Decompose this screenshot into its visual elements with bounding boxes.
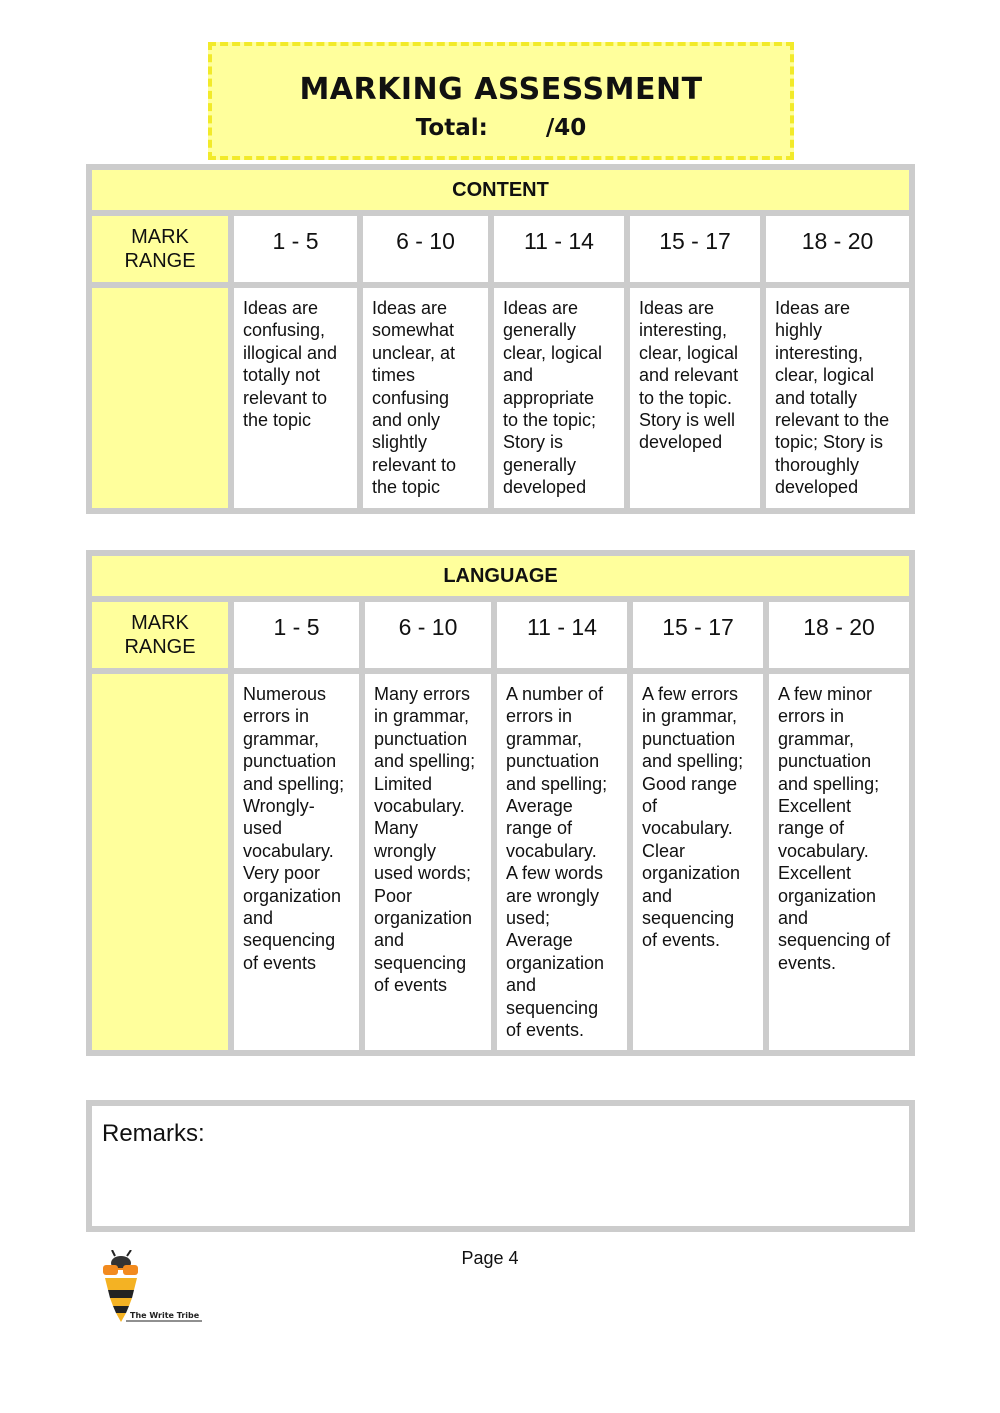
desc-line: to the topic.	[639, 387, 733, 408]
desc-line: in grammar,	[642, 706, 738, 727]
desc-line: Story is	[503, 432, 564, 453]
desc-line: sequencing	[374, 952, 467, 973]
content-range-4: 15 - 17	[630, 216, 760, 282]
desc-line: confusing,	[243, 320, 326, 341]
desc-line: Clear	[642, 840, 686, 861]
desc-line: Limited	[374, 773, 433, 794]
desc-line: errors in	[778, 706, 845, 727]
desc-line: to the topic;	[503, 410, 597, 431]
desc-line: range of	[778, 818, 845, 839]
desc-line: Poor	[374, 885, 413, 906]
desc-line: topic; Story is	[775, 432, 884, 453]
language-desc-1	[234, 674, 359, 1050]
content-desc-1	[234, 288, 357, 508]
desc-line: are wrongly	[506, 885, 600, 906]
language-range-1: 1 - 5	[234, 602, 359, 668]
desc-line: illogical and	[243, 342, 338, 363]
desc-line: and spelling;	[506, 773, 608, 794]
language-range-2: 6 - 10	[365, 602, 491, 668]
content-desc-5	[766, 288, 909, 508]
content-desc-4	[630, 288, 760, 508]
desc-line: Many errors	[374, 684, 471, 704]
desc-line: errors in	[506, 706, 573, 727]
language-heading: LANGUAGE	[92, 556, 909, 596]
desc-line: used	[243, 818, 283, 839]
desc-line: highly	[775, 320, 823, 341]
desc-line: Excellent	[778, 863, 852, 884]
desc-line: generally	[503, 320, 577, 341]
desc-line: and totally	[775, 387, 858, 408]
bee-logo-icon	[98, 1250, 210, 1328]
desc-line: clear, logical	[775, 365, 875, 386]
desc-line: A number of	[506, 684, 604, 704]
desc-line: times	[372, 365, 416, 386]
desc-line: and spelling;	[374, 751, 476, 772]
desc-line: grammar,	[778, 728, 855, 749]
content-desc-2	[363, 288, 488, 508]
desc-line: and	[778, 908, 809, 929]
desc-line: slightly	[372, 432, 428, 453]
language-desc-2	[365, 674, 491, 1050]
total-line	[212, 115, 790, 141]
desc-line: appropriate	[503, 387, 595, 408]
desc-line: in grammar,	[374, 706, 470, 727]
logo-text: The Write Tribe	[130, 1311, 200, 1320]
desc-line: grammar,	[243, 728, 320, 749]
desc-line: relevant to	[243, 387, 328, 408]
content-range-5: 18 - 20	[766, 216, 909, 282]
desc-line: Very poor	[243, 863, 321, 884]
desc-line: punctuation	[778, 751, 872, 772]
desc-line: Many	[374, 818, 419, 839]
desc-line: Ideas are	[639, 298, 715, 318]
desc-line: and spelling;	[243, 773, 345, 794]
language-range-4: 15 - 17	[633, 602, 763, 668]
desc-line: sequencing	[243, 930, 336, 951]
language-desc-3	[497, 674, 627, 1050]
desc-line: Ideas are	[775, 298, 851, 318]
desc-line: Ideas are	[372, 298, 448, 318]
desc-line: range of	[506, 818, 573, 839]
language-desc-5	[769, 674, 909, 1050]
desc-line: and	[503, 365, 534, 386]
desc-line: developed	[503, 477, 587, 498]
language-row-label: MARK RANGE	[92, 602, 228, 668]
desc-line: sequencing	[642, 908, 735, 929]
remarks-box[interactable]	[86, 1100, 915, 1232]
desc-line: Ideas are	[503, 298, 579, 318]
desc-line: A few words	[506, 863, 604, 884]
desc-line: vocabulary.	[778, 840, 869, 861]
content-table	[86, 164, 915, 514]
desc-line: Average	[506, 796, 573, 817]
desc-line: A few minor	[778, 684, 873, 704]
desc-line: interesting,	[775, 342, 864, 363]
desc-line: errors in	[243, 706, 310, 727]
desc-line: and	[506, 975, 537, 996]
desc-line: and spelling;	[778, 773, 880, 794]
page-title: MARKING ASSESSMENT	[299, 72, 703, 107]
content-range-3: 11 - 14	[494, 216, 624, 282]
desc-line: relevant to	[372, 454, 457, 475]
desc-line: vocabulary.	[506, 840, 597, 861]
desc-line: vocabulary.	[243, 840, 334, 861]
title-box	[208, 42, 794, 160]
desc-line: and relevant	[639, 365, 739, 386]
content-range-1: 1 - 5	[234, 216, 357, 282]
desc-line: Wrongly-	[243, 796, 315, 817]
total-label: Total:	[415, 115, 488, 141]
desc-line: sequencing	[506, 997, 599, 1018]
desc-line: developed	[775, 477, 859, 498]
desc-line: somewhat	[372, 320, 455, 341]
desc-line: interesting,	[639, 320, 728, 341]
desc-line: A few errors	[642, 684, 739, 704]
desc-line: vocabulary.	[374, 796, 465, 817]
desc-line: and spelling;	[642, 751, 744, 772]
total-value: /40	[545, 115, 587, 141]
language-desc-4	[633, 674, 763, 1050]
desc-line: wrongly	[374, 840, 437, 861]
desc-line: Numerous	[243, 684, 327, 704]
desc-line: and	[243, 908, 274, 929]
desc-line: punctuation	[374, 728, 468, 749]
remarks-label: Remarks:	[102, 1120, 205, 1147]
desc-line: generally	[503, 454, 577, 475]
desc-line: vocabulary.	[642, 818, 733, 839]
desc-line: punctuation	[506, 751, 600, 772]
desc-line: unclear, at	[372, 342, 456, 363]
desc-line: sequencing of	[778, 930, 891, 951]
desc-line: Ideas are	[243, 298, 319, 318]
desc-line: totally not	[243, 365, 321, 386]
desc-line: confusing	[372, 387, 450, 408]
desc-line: clear, logical	[503, 342, 603, 363]
content-desc-3	[494, 288, 624, 508]
desc-line: of events.	[506, 1020, 585, 1041]
desc-line: clear, logical	[639, 342, 739, 363]
desc-line: Story is well	[639, 410, 736, 431]
desc-line: and only	[372, 410, 441, 431]
content-heading: CONTENT	[92, 170, 909, 210]
desc-line: organization	[642, 863, 741, 884]
desc-line: of events.	[642, 930, 721, 951]
content-row-label: MARK RANGE	[92, 216, 228, 282]
desc-line: Average	[506, 930, 573, 951]
desc-line: used;	[506, 908, 551, 929]
desc-line: the topic	[243, 410, 312, 431]
content-label-spacer	[92, 288, 228, 508]
desc-line: organization	[506, 952, 605, 973]
desc-line: Excellent	[778, 796, 852, 817]
desc-line: and	[642, 885, 673, 906]
language-range-5: 18 - 20	[769, 602, 909, 668]
language-label-spacer	[92, 674, 228, 1050]
desc-line: punctuation	[642, 728, 736, 749]
desc-line: organization	[243, 885, 342, 906]
desc-line: of events	[243, 952, 317, 973]
desc-line: organization	[778, 885, 877, 906]
desc-line: organization	[374, 908, 473, 929]
desc-line: of events	[374, 975, 448, 996]
desc-line: the topic	[372, 477, 441, 498]
language-range-3: 11 - 14	[497, 602, 627, 668]
desc-line: of	[642, 796, 658, 817]
language-table	[86, 550, 915, 1056]
desc-line: relevant to the	[775, 410, 890, 431]
page-number: Page 4	[461, 1248, 519, 1268]
desc-line: events.	[778, 952, 837, 973]
desc-line: developed	[639, 432, 723, 453]
desc-line: and	[374, 930, 405, 951]
desc-line: Good range	[642, 773, 738, 794]
desc-line: used words;	[374, 863, 472, 884]
desc-line: thoroughly	[775, 454, 860, 475]
desc-line: punctuation	[243, 751, 337, 772]
desc-line: grammar,	[506, 728, 583, 749]
content-range-2: 6 - 10	[363, 216, 488, 282]
